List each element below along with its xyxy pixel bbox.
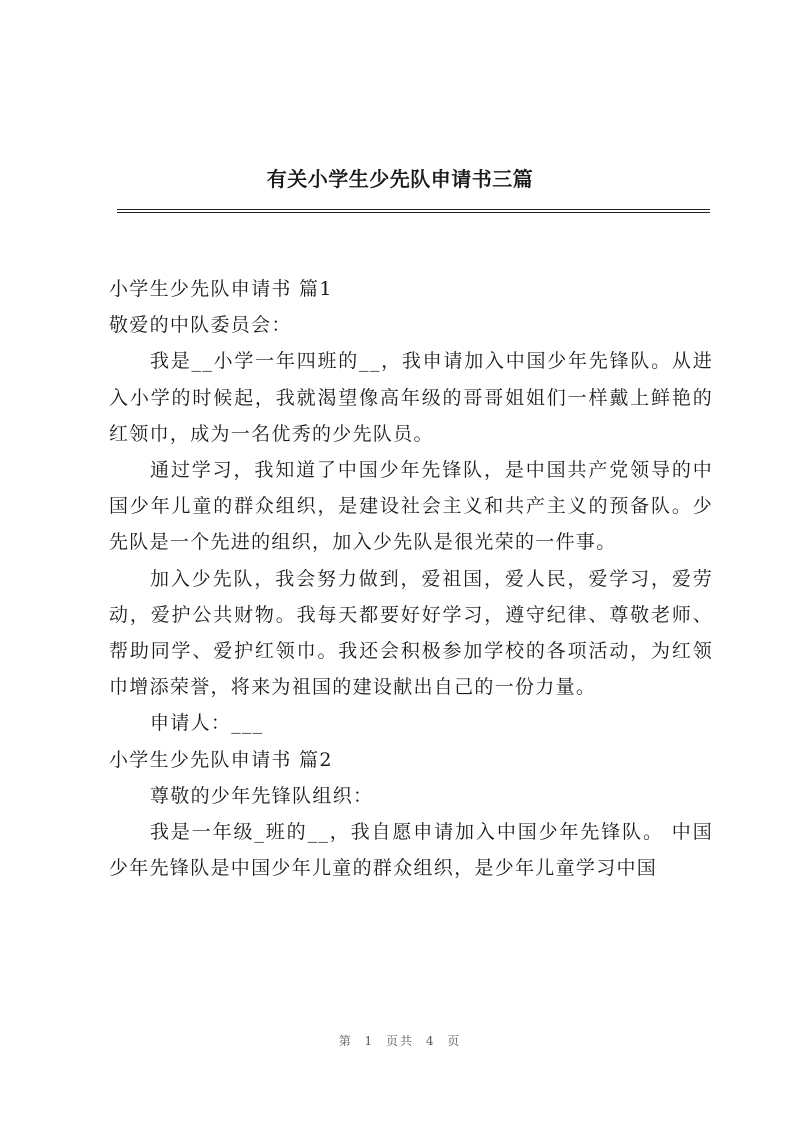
body-paragraph: 我是一年级_班的__，我自愿申请加入中国少年先锋队。 中国少年先锋队是中国少年儿童的群众组织，是少年儿童学习中国 <box>109 821 713 880</box>
body-paragraph: 加入少先队，我会努力做到，爱祖国，爱人民，爱学习，爱劳动，爱护公共财物。我每天都要好好学习，遵守纪律、尊敬老师、帮助同学、爱护红领巾。我还会积极参加学校的各项活动，为红领巾增添荣誉，将来为祖国的建设献出自己的一份力量。 <box>109 567 713 699</box>
salutation-1: 敬爱的中队委员会： <box>109 314 292 337</box>
document-body <box>109 271 713 886</box>
page-number-footer: 第 1 页共 4 页 <box>338 1034 462 1048</box>
salutation-2: 尊敬的少年先锋队组织： <box>150 784 374 807</box>
section-heading-2: 小学生少先队申请书 篇2 <box>109 748 333 771</box>
section-heading-1: 小学生少先队申请书 篇1 <box>109 278 333 300</box>
applicant-line: 申请人：___ <box>150 712 264 735</box>
body-paragraph: 我是__小学一年四班的__，我申请加入中国少年先锋队。从进入小学的时候起，我就渴望像高年级的哥哥姐姐们一样戴上鲜艳的红领巾，成为一名优秀的少先队员。 <box>109 350 713 445</box>
document-title: 有关小学生少先队申请书三篇 <box>266 167 534 191</box>
title-underline <box>117 209 710 213</box>
body-paragraph: 通过学习，我知道了中国少年先锋队，是中国共产党领导的中国少年儿童的群众组织，是建设社会主义和共产主义的预备队。少先队是一个先进的组织，加入少先队是很光荣的一件事。 <box>109 459 713 554</box>
